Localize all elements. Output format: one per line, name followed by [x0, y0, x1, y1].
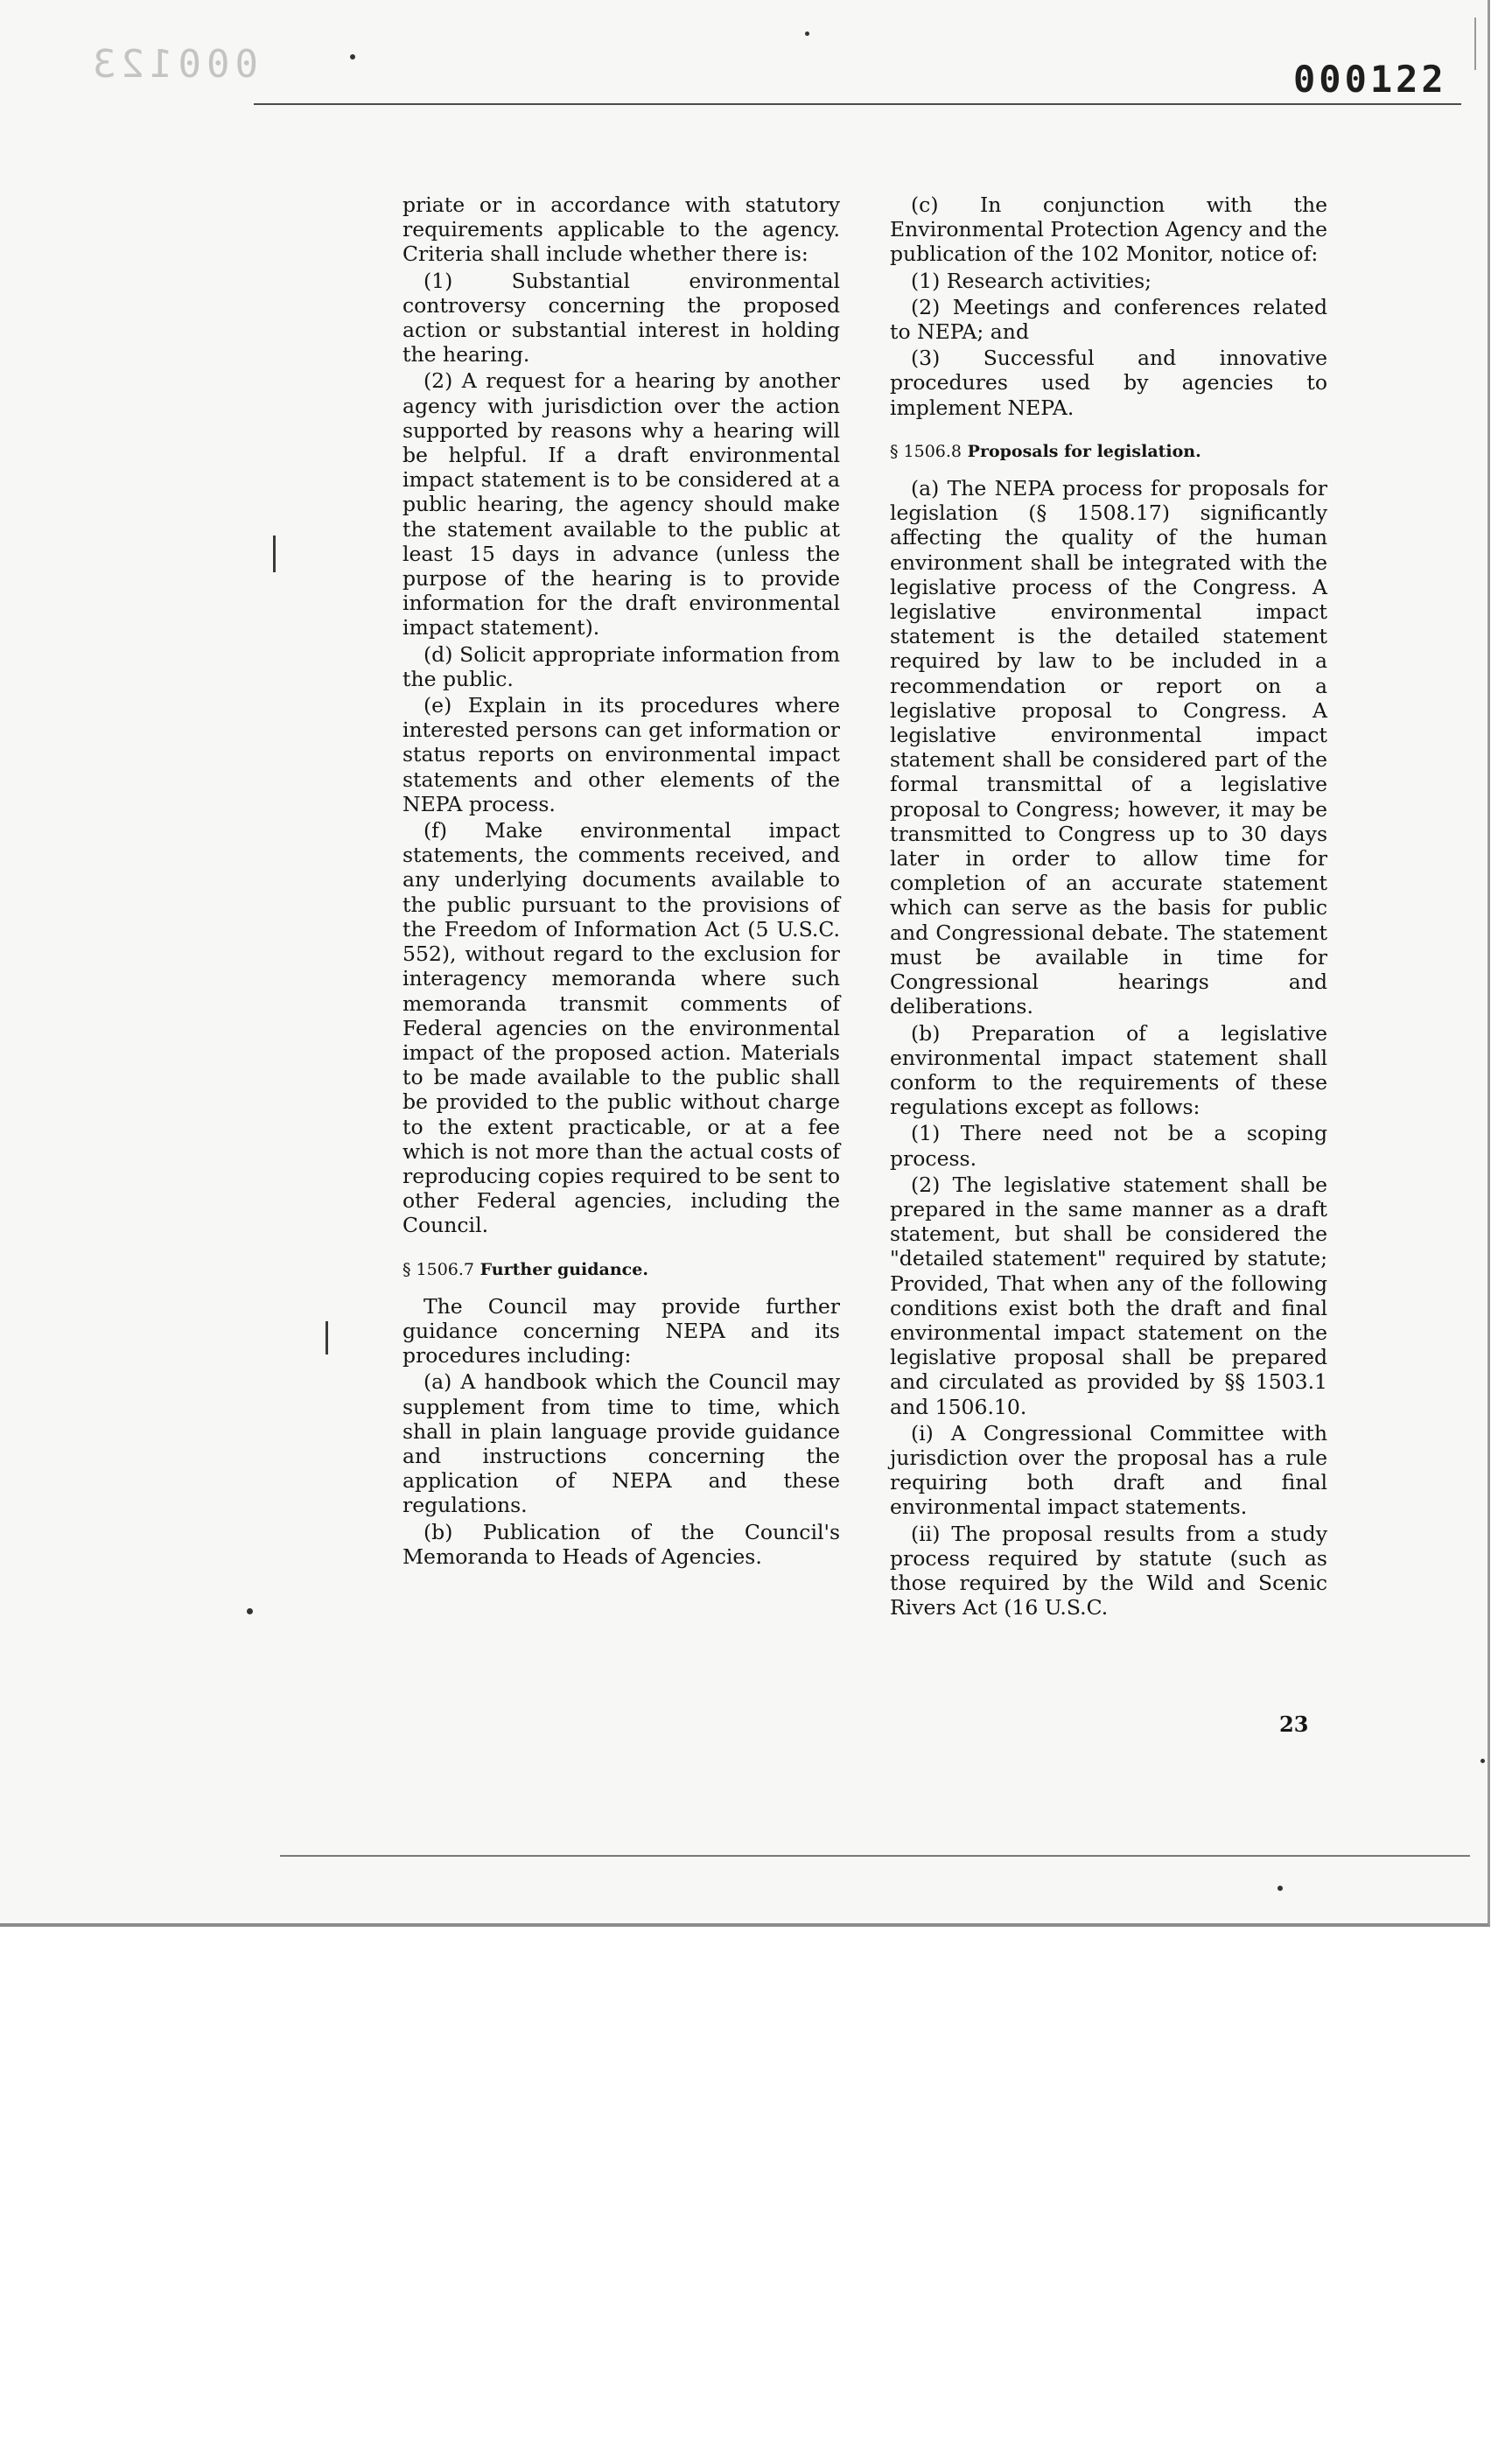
margin-mark	[326, 1321, 328, 1354]
paragraph: (d) Solicit appropriate information from the public.	[402, 641, 840, 691]
section-title: Proposals for legislation.	[967, 441, 1201, 461]
scan-speck	[350, 54, 355, 60]
margin-mark	[273, 536, 276, 572]
paragraph: (c) In conjunction with the Environmental Protection Agency and the publication of the 102 Monitor, notice of:	[890, 192, 1327, 267]
paragraph: (2) Meetings and conferences related to NEPA; and	[890, 294, 1327, 345]
paragraph: (3) Successful and innovative procedures used by agencies to implement NEPA.	[890, 346, 1327, 420]
paragraph: (1) Substantial environmental controversy concerning the proposed action or substantial interest in holding the hearing.	[402, 268, 840, 368]
paragraph: (b) Publication of the Council's Memoranda to Heads of Agencies.	[402, 1519, 840, 1569]
scan-speck	[247, 1608, 253, 1614]
scan-speck	[805, 32, 809, 36]
paragraph: (b) Preparation of a legislative environmental impact statement shall conform to the requirements of these regulations except as follows:	[890, 1020, 1327, 1120]
paragraph: The Council may provide further guidance concerning NEPA and its procedures including:	[402, 1293, 840, 1368]
bleed-through-number: 000123	[88, 42, 258, 87]
paragraph: (ii) The proposal results from a study process required by statute (such as those required by the Wild and Scenic Rivers Act (16 U.S.C.	[890, 1521, 1327, 1620]
paragraph: (2) A request for a hearing by another agency with jurisdiction over the action supported by reasons why a hearing will be helpful. If a draft environmental impact statement is to be considered at a public hearing, the agency should make the statement available to the public at least 15 days in advance (unless the purpose of the hearing is to provide information for the draft environmental impact statement).	[402, 368, 840, 640]
paragraph: (a) A handbook which the Council may supplement from time to time, which shall in plain language provide guidance and instructions concerning the application of NEPA and these regulations.	[402, 1369, 840, 1518]
section-title: Further guidance.	[480, 1259, 648, 1279]
paragraph: priate or in accordance with statutory requirements applicable to the agency. Criteria shall include whether there is:	[402, 192, 840, 267]
document-stamp-number: 000122	[1293, 58, 1447, 101]
section-heading-1506-8	[890, 439, 1327, 464]
left-column	[402, 192, 840, 1571]
paragraph: (f) Make environmental impact statements, the comments received, and any underlying documents available to the public pursuant to the provisions of the Freedom of Information Act (5 U.S.C. 552), without regard to the exclusion for interagency memoranda where such memoranda transmit comments of Federal agencies on the environmental impact of the proposed action. Materials to be made available to the public shall be provided to the public without charge to the extent practicable, or at a fee which is not more than the actual costs of reproducing copies required to be sent to other Federal agencies, including the Council.	[402, 818, 840, 1238]
right-column	[890, 192, 1327, 1621]
paragraph: (a) The NEPA process for proposals for legislation (§ 1508.17) significantly affecting the quality of the human environment shall be integrated with the legislative process of the Congress. A legislative environmental impact statement is the detailed statement required by law to be included in a recommendation or report on a legislative proposal to Congress. A legislative environmental impact statement shall be considered part of the formal transmittal of a legislative proposal to Congress; however, it may be transmitted to Congress up to 30 days later in order to allow time for completion of an accurate statement which can serve as the basis for public and Congressional debate. The statement must be available in time for Congressional hearings and deliberations.	[890, 476, 1327, 1019]
scan-speck	[1480, 1759, 1485, 1763]
section-heading-1506-7	[402, 1257, 840, 1282]
top-rule	[254, 103, 1461, 105]
paragraph: (1) There need not be a scoping process.	[890, 1121, 1327, 1171]
paragraph: (2) The legislative statement shall be prepared in the same manner as a draft statement, but shall be considered the "detailed statement" required by statute; Provided, That when any of the following conditions exist both the draft and final environmental impact statement on the legislative proposal shall be prepared and circulated as provided by §§ 1503.1 and 1506.10.	[890, 1172, 1327, 1419]
section-number: § 1506.7	[402, 1259, 475, 1279]
paragraph: (1) Research activities;	[911, 268, 1152, 293]
scan-speck	[1278, 1886, 1283, 1891]
paragraph: (e) Explain in its procedures where interested persons can get information or status reports on environmental impact statements and other elements of the NEPA process.	[402, 693, 840, 816]
section-number: § 1506.8	[890, 441, 962, 461]
bottom-rule	[280, 1855, 1470, 1857]
page-number: 23	[1279, 1712, 1309, 1737]
paragraph: (i) A Congressional Committee with jurisdiction over the proposal has a rule requiring both draft and final environmental impact statements.	[890, 1420, 1327, 1520]
margin-mark	[1474, 18, 1476, 70]
